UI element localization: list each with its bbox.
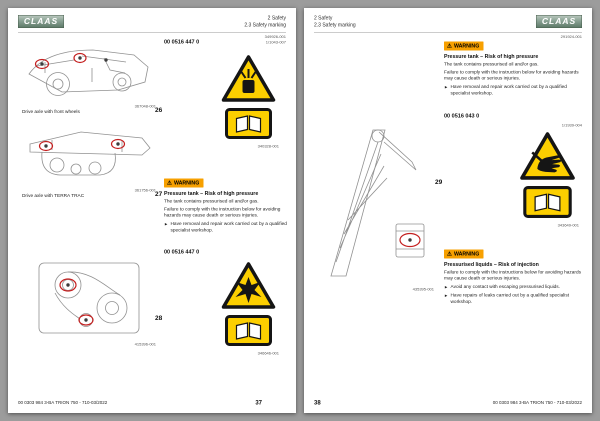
- page-38: [304, 8, 592, 413]
- warning-triangle-icon: [447, 43, 454, 49]
- header-chapter: 2 Safety: [267, 15, 286, 21]
- claas-logo: [536, 15, 582, 28]
- claas-logo-text: CLAAS: [23, 16, 59, 26]
- sticker-ref: 340328-001: [257, 144, 279, 149]
- warning-block: [164, 178, 287, 233]
- figure-ref: 349926-001: [264, 34, 286, 39]
- page-number: 38: [314, 399, 321, 406]
- figure-caption: Drive axle with front wheels: [22, 109, 80, 115]
- warning-bullet: ► Have repairs of leaks carried out by a qualified specialist workshop.: [444, 293, 582, 305]
- header-rule: [314, 32, 582, 33]
- warning-triangle-sticker: [221, 54, 277, 103]
- figure-ref: 415396-001: [134, 342, 156, 347]
- claas-logo: [18, 15, 64, 28]
- warning-text: Failure to comply with the instruction below for avoiding hazards may cause death or serious injuries.: [164, 206, 281, 219]
- header-rule: [18, 32, 286, 33]
- sticker-ref: 346646-001: [257, 351, 279, 356]
- open-book-pictogram: [237, 323, 248, 339]
- sticker-ref: 343649-001: [557, 223, 579, 228]
- part-number: 00 0516 447 0: [164, 249, 200, 255]
- open-book-pictogram: [535, 194, 546, 211]
- warning-triangle-icon: [167, 180, 174, 186]
- safety-sticker-set-3: [516, 131, 579, 228]
- read-manual-sticker: [225, 315, 273, 347]
- warning-bullet: ► Have removal and repair work carried out by a qualified specialist workshop.: [164, 221, 287, 233]
- header-section: 2.3 Safety marking: [314, 22, 356, 28]
- warning-triangle-sticker: [519, 131, 577, 181]
- part-number: 00 0516 043 0: [444, 113, 480, 119]
- figure-ref: 361756-001: [134, 188, 156, 193]
- page-header: [244, 15, 286, 29]
- warning-badge: [444, 250, 483, 259]
- page-38-container: [304, 8, 592, 413]
- header-section: 2.3 Safety marking: [244, 22, 286, 28]
- header-chapter: 2 Safety: [314, 15, 333, 21]
- warning-text: The tank contains pressurised oil and/or gas.: [444, 61, 539, 67]
- warning-badge-label: WARNING: [453, 251, 480, 257]
- warning-text: Failure to comply with the instructions below for avoiding hazards may cause death or serious injuries.: [444, 269, 582, 282]
- part-number: 00 0516 447 0: [164, 39, 200, 45]
- warning-triangle-sticker: [221, 261, 277, 310]
- item-number-27: 27: [155, 190, 163, 198]
- safety-sticker-set-1: [218, 54, 279, 149]
- warning-triangle-icon: [447, 251, 454, 257]
- figure-ref: 435395-001: [412, 287, 434, 292]
- open-book-pictogram: [237, 116, 248, 132]
- page-number: 37: [255, 399, 262, 406]
- warning-title: Pressurised liquids – Risk of injection: [444, 261, 539, 268]
- warning-block: [444, 249, 582, 305]
- warning-block: [444, 41, 582, 96]
- page-37-container: [8, 8, 296, 413]
- figure-drive-axle-front-wheels: [22, 38, 156, 115]
- warning-title: Pressure tank – Risk of high pressure: [444, 53, 539, 60]
- machine-diagram-boom: [314, 106, 434, 286]
- sticker-ref: 1/1939-004: [561, 123, 582, 128]
- figure-unloading-boom: [314, 106, 434, 292]
- read-manual-sticker: [225, 108, 273, 140]
- figure-ref: 1/1043-007: [265, 40, 286, 45]
- read-manual-sticker: [523, 186, 573, 219]
- warning-text: The tank contains pressurised oil and/or gas.: [164, 198, 259, 204]
- machine-diagram-belt-drive: [22, 256, 156, 341]
- figure-caption: Drive axle with TERRA TRAC: [22, 193, 85, 199]
- warning-badge: [164, 179, 203, 188]
- page-37: [8, 8, 296, 413]
- item-number-29: 29: [435, 178, 443, 186]
- figure-ref: 367048-001: [134, 104, 156, 109]
- warning-bullet: ► Avoid any contact with escaping pressurised liquids.: [444, 284, 582, 290]
- warning-bullet: ► Have removal and repair work carried out by a qualified specialist workshop.: [444, 84, 582, 96]
- safety-sticker-set-2: [218, 261, 279, 356]
- item-number-28: 28: [155, 314, 163, 322]
- warning-badge-label: WARNING: [173, 180, 200, 186]
- figure-belt-drive: [22, 256, 156, 347]
- machine-diagram-front-axle: [22, 38, 156, 103]
- item-number-26: 26: [155, 106, 163, 114]
- claas-logo-text: CLAAS: [541, 16, 577, 26]
- warning-badge-label: WARNING: [453, 43, 480, 49]
- figure-ref: 291924-001: [560, 34, 582, 39]
- machine-diagram-terra-trac: [22, 122, 156, 187]
- footer-doc-number: 00 0303 984 3-BA TRION 750 - 710-03/2022: [492, 400, 582, 405]
- footer-doc-number: 00 0303 984 3-BA TRION 750 - 710-03/2022: [18, 400, 108, 405]
- warning-text: Failure to comply with the instruction below for avoiding hazards may cause death or serious injuries.: [444, 69, 579, 82]
- figure-drive-axle-terra-trac: [22, 122, 156, 199]
- warning-badge: [444, 42, 483, 51]
- page-header: [314, 15, 356, 29]
- warning-title: Pressure tank – Risk of high pressure: [164, 190, 259, 197]
